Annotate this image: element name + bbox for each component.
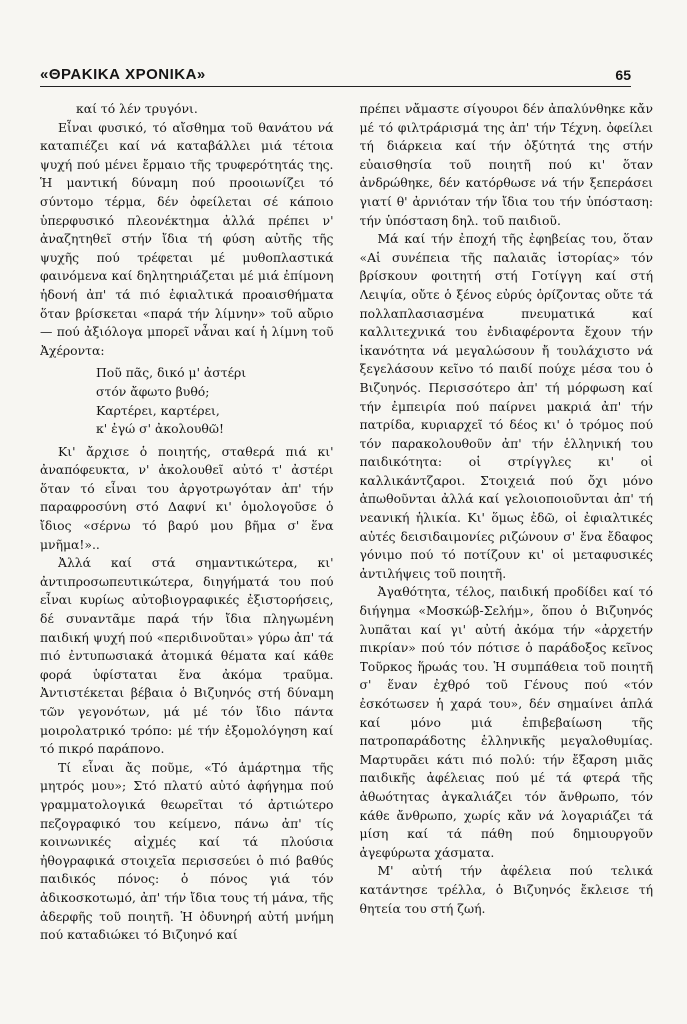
journal-title: «ΘΡΑΚΙΚΑ ΧΡΟΝΙΚΑ»: [40, 66, 206, 83]
paragraph: Μά καί τήν ἐποχή τῆς ἐφηβείας του, ὅταν «Αἱ συνέπεια τῆς παλαιᾶς ἱστορίας» τόν βρίσκουν φοιτητή στή Γοτίγγη καί στή Λειψία, οὔτε ὁ ξένος εὐρύς ὁρίζοντας οὔτε τά πολλαπλασιασμένα πνευματικά καί καλλιτεχνικά του ἐνδιαφέροντα ἔχουν τήν ἱκανότητα νά μεγαλώσουν ἤ τουλάχιστο νά ξεγελάσουν κεῖνο τό παιδί πούχε μέσα του ὁ Βιζυηνός. Περισσότερο ἀπ' τή μόρφωση καί τήν ἐμπειρία πού παίρνει μακριά ἀπ' τήν πατρίδα, κυριαρχεῖ τό δέος κι' ὁ τρόμος πού τόν παρακολουθοῦν ἀπ' τήν ἑλληνική του παιδικότητα: οἱ στρίγγλες κι' οἱ καλλικάντζαροι. Στοιχειά πού ὄχι μόνο ἀπωθοῦνται ἀλλά καί γελοιοποιοῦνται ἀπ' τή νεανική ἡλικία. Κι' ὅμως ἐδῶ, οἱ ἐφιαλτικές αὐτές δεισιδαιμονίες ριζώνουν σ' ἕνα ἔδαφος γόνιμο πού τό ποτίζουν κι' οἱ μεταφυσικές ἀντιλήψεις τοῦ ποιητῆ.: [359, 231, 653, 581]
poem-line: Καρτέρει, καρτέρει,: [96, 402, 220, 418]
paragraph: Ἀγαθότητα, τέλος, παιδική προδίδει καί τό διήγημα «Μοσκώβ-Σελήμ», ὅπου ὁ Βιζυηνός λυπᾶται καί γι' αὐτή ἀκόμα τήν «ἀρχετήν πικρίαν» πού τόν πότισε ὁ παράδοξος κεῖνος Τοῦρκος ἥρωάς του. Ἡ συμπάθεια τοῦ ποιητῆ σ' ἕναν ἐχθρό τοῦ Γένους πού «τόν ἐσκότωσεν ἡ χαρά του», δέν σημαίνει ἁπλά καί μόνο μιά ἐπιβεβαίωση τῆς πατροπαράδοτης ἑλληνικῆς μεγαλοθυμίας. Μαρτυρᾶει κάτι πιό πολύ: τήν ἔξαρση μιᾶς παιδικῆς ἀφέλειας πού μέ τά φτερά τῆς ἀθωότητας ἀγκαλιάζει τόν ἄνθρωπο, τόν κάθε ἄνθρωπο, χωρίς κἄν νά λογαριάζει τά μίση καί τά πάθη πού δημιουργοῦν ἀγεφύρωτα χάσματα.: [359, 584, 653, 860]
paragraph: Μ' αὐτή τήν ἀφέλεια πού τελικά κατάντησε τρέλλα, ὁ Βιζυηνός ἔκλεισε τή θητεία του στή ζωή.: [359, 863, 653, 916]
right-column: [360, 100, 654, 994]
paragraph: Εἶναι φυσικό, τό αἴσθημα τοῦ θανάτου νά καταπιέζει καί νά καταβάλλει μιά τέτοια ψυχή πού μένει ἔρμαιο τῆς τρυφερότητάς της. Ἡ μαντική δύναμη πού προοιωνίζει τό σύντομο τέρμα, δέν ὀφείλεται σέ κάποιο ὑπερφυσικό πλεονέκτημα ἀλλά πρέπει ν' ἀναζητηθεῖ στήν ἴδια τή φύση αὐτῆς τῆς ψυχῆς πού τρέφεται μέ μυθοπλαστικά φαινόμενα καί δηλητηριάζεται μέ μιά ἐπίμονη ἡδονή ἀπ' τά πιό ἐφιαλτικά προαισθήματα ὅταν βρίσκεται «παρά τήν λίμνην» τοῦ αὔριο — πού ἀξιόλογα μπορεῖ νἆναι καί ἡ λίμνη τοῦ Ἀχέροντα:: [40, 119, 334, 358]
paragraph: πρέπει νἄμαστε σίγουροι δέν ἀπαλύνθηκε κἄν μέ τό φιλτράρισμά της ἀπ' τήν Τέχνη. ὀφείλει τή διάρκεια καί τήν ὀξύτητά της στήν εὐαισθησία τοῦ ποιητῆ πού κι' ὅταν ἀνδρώθηκε, δέν κατόρθωσε νά τήν ξεπεράσει γιατί θ' ἀρνιόταν τήν ἴδια του τήν ὑπόσταση: τήν ὑπόσταση δηλ. τοῦ παιδιοῦ.: [359, 101, 653, 228]
paragraph: Κι' ἄρχισε ὁ ποιητής, σταθερά πιά κι' ἀναπόφευκτα, ν' ἀκολουθεῖ αὐτό τ' ἀστέρι ὅταν τό εἶναι του ἀργοτρωγόταν ἀπ' τήν παραφροσύνη στό Δαφνί κι' ὁμολογοῦσε ὁ ἴδιος «σέρνω τό βαρύ μου βῆμα σ' ἕνα μνῆμα!»..: [40, 443, 334, 552]
poem-quote: [96, 364, 334, 438]
text-columns: [40, 100, 653, 994]
left-column: [40, 100, 334, 994]
poem-line: κ' ἐγώ σ' ἀκολουθῶ!: [96, 421, 224, 437]
poem-line: Ποῦ πᾶς, δικό μ' ἀστέρι: [96, 365, 247, 381]
page-number: 65: [615, 67, 631, 83]
paragraph: Ἀλλά καί στά σημαντικώτερα, κι' ἀντιπροσωπευτικώτερα, διηγήματά του πού εἶναι κυρίως αὐτοβιογραφικές ἐξιστορήσεις, δέ συναντᾶμε παρά τήν ἴδια πληγωμένη παιδική ψυχή πού «περιδινοῦται» γύρω ἀπ' τά πιό ἐντυπωσιακά ἀτομικά θέματα καί κάθε φορά ὑφίσταται ἕνα ἀκόμα τραῦμα. Ἀντιστέκεται βέβαια ὁ Βιζυηνός στή δύναμη τῶν γεγονότων, μά μέ τόν ἴδιο πάντα μοιρολατρικό τρόπο: μέ τήν ἐξομολόγηση καί τό πικρό παράπονο.: [40, 555, 334, 757]
running-header: [40, 60, 631, 87]
paragraph: Τί εἶναι ἄς ποῦμε, «Τό ἁμάρτημα τῆς μητρός μου»; Στό πλατύ αὐτό ἀφήγημα πού γραμματολογικά θεωρεῖται τό ἀρτιώτερο πεζογραφικό του κείμενο, πάνω ἀπ' τίς κοινωνικές αἰχμές καί τά πλούσια ἠθογραφικά στοιχεῖα περισσεύει ὁ πιό βαθύς παιδικός πόνος: ὁ πόνος γιά τόν ἀδικοσκοτωμό, ἀπ' τήν ἴδια τους τή μάνα, τῆς ἀδερφῆς τοῦ ποιητῆ. Ἡ ὀδυνηρή αὐτή μνήμη πού καταδιώκει τό Βιζυηνό καί: [40, 759, 334, 943]
paragraph: καί τό λέν τρυγόνι.: [76, 101, 198, 116]
poem-line: στόν ἄφωτο βυθό;: [96, 383, 210, 399]
